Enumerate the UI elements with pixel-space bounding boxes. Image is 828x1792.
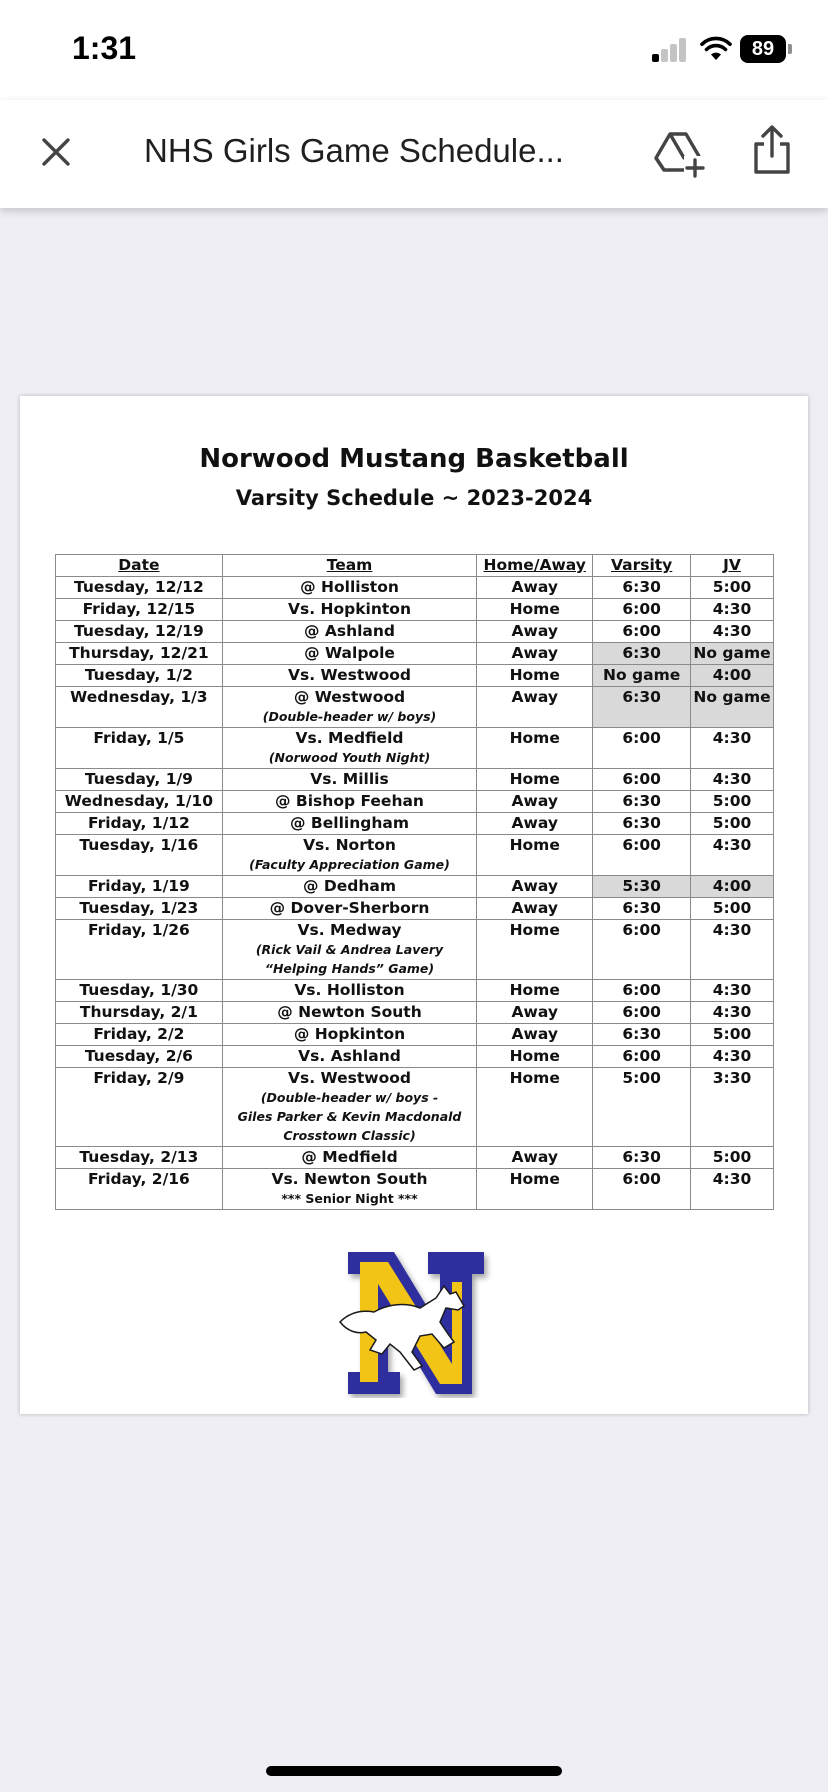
cell-date [56, 791, 223, 813]
cell-date-text: Tuesday, 12/19 [74, 622, 204, 640]
column-header-date: Date [56, 555, 223, 577]
wifi-icon [700, 36, 732, 62]
cell-home-away [477, 1002, 593, 1024]
cell-team-text: @ Newton South [277, 1003, 422, 1021]
cell-team [222, 687, 476, 728]
team-note: Crosstown Classic) [283, 1128, 416, 1143]
team-note: Giles Parker & Kevin Macdonald [237, 1109, 462, 1124]
cell-jv-text: 5:00 [712, 899, 752, 917]
cell-jv [691, 599, 774, 621]
cell-home-away [477, 769, 593, 791]
cell-home-away-text: Away [511, 1148, 558, 1166]
cell-team-text: @ Holliston [300, 578, 399, 596]
cell-team [222, 665, 476, 687]
cell-jv-text: 4:00 [712, 877, 752, 895]
battery-level: 89 [740, 35, 786, 63]
cell-date [56, 1147, 223, 1169]
cell-varsity-text: 6:00 [622, 622, 661, 640]
cell-date-text: Wednesday, 1/3 [70, 688, 208, 706]
cell-jv [691, 621, 774, 643]
table-row [56, 1002, 774, 1024]
cell-date-text: Tuesday, 1/23 [79, 899, 199, 917]
add-to-drive-icon[interactable] [650, 124, 706, 180]
cell-date [56, 980, 223, 1002]
cell-varsity [593, 621, 691, 643]
cell-home-away-text: Home [509, 1069, 560, 1087]
table-row [56, 876, 774, 898]
cellular-signal-icon [652, 38, 688, 62]
cell-team [222, 1068, 476, 1147]
cell-home-away-text: Away [511, 899, 558, 917]
cell-date-text: Friday, 1/5 [93, 729, 185, 747]
cell-jv-text: 4:30 [712, 770, 752, 788]
cell-varsity-text: 5:00 [622, 1069, 661, 1087]
battery-icon [788, 44, 792, 54]
cell-date-text: Tuesday, 1/16 [79, 836, 199, 854]
cell-team [222, 1046, 476, 1068]
cell-varsity [593, 1002, 691, 1024]
column-header-team: Team [222, 555, 476, 577]
table-row [56, 835, 774, 876]
cell-date-text: Friday, 1/26 [87, 921, 190, 939]
cell-varsity [593, 791, 691, 813]
cell-jv-text: 5:00 [712, 1025, 752, 1043]
cell-home-away-text: Home [509, 600, 560, 618]
document-heading: Norwood Mustang Basketball [199, 444, 629, 474]
cell-jv-text: 4:00 [712, 666, 752, 684]
cell-home-away [477, 898, 593, 920]
cell-jv-text: No game [693, 688, 771, 706]
cell-varsity [593, 876, 691, 898]
cell-jv [691, 577, 774, 599]
cell-home-away-text: Away [511, 578, 558, 596]
team-note: (Double-header w/ boys) [262, 709, 437, 724]
cell-varsity-text: 6:00 [622, 600, 661, 618]
cell-date-text: Wednesday, 1/10 [64, 792, 213, 810]
cell-home-away-text: Away [511, 1025, 558, 1043]
cell-home-away [477, 687, 593, 728]
cell-team-text: Vs. Newton South [271, 1170, 428, 1188]
cell-date [56, 665, 223, 687]
cell-home-away [477, 813, 593, 835]
table-header-row [56, 555, 774, 577]
cell-date [56, 577, 223, 599]
cell-home-away [477, 980, 593, 1002]
cell-varsity-text: 6:00 [622, 981, 661, 999]
status-bar [0, 0, 828, 100]
cell-varsity-text: 6:30 [622, 1148, 661, 1166]
cell-date [56, 835, 223, 876]
cell-date-text: Friday, 1/12 [87, 814, 190, 832]
cell-date [56, 876, 223, 898]
cell-date [56, 920, 223, 980]
cell-home-away-text: Home [509, 729, 560, 747]
cell-home-away [477, 1024, 593, 1046]
cell-varsity [593, 665, 691, 687]
cell-varsity-text: 6:30 [622, 792, 661, 810]
cell-home-away-text: Home [509, 981, 560, 999]
cell-team-text: @ Dedham [303, 877, 397, 895]
cell-team-text: Vs. Holliston [294, 981, 405, 999]
cell-home-away [477, 621, 593, 643]
cell-jv-text: 5:00 [712, 792, 752, 810]
cell-team [222, 643, 476, 665]
cell-date [56, 643, 223, 665]
cell-varsity-text: 6:30 [622, 688, 661, 706]
cell-varsity [593, 835, 691, 876]
cell-date-text: Tuesday, 2/13 [79, 1148, 199, 1166]
cell-varsity-text: 6:00 [622, 729, 661, 747]
cell-jv-text: 4:30 [712, 981, 752, 999]
cell-home-away-text: Away [511, 688, 558, 706]
cell-jv-text: 5:00 [712, 814, 752, 832]
cell-team-text: @ Ashland [303, 622, 396, 640]
cell-date-text: Tuesday, 2/6 [84, 1047, 193, 1065]
cell-date-text: Friday, 12/15 [82, 600, 196, 618]
cell-home-away-text: Away [511, 792, 558, 810]
team-note: (Faculty Appreciation Game) [249, 857, 450, 872]
cell-home-away [477, 1046, 593, 1068]
table-row [56, 1169, 774, 1210]
cell-date [56, 1002, 223, 1024]
mustang-logo-icon [336, 1248, 496, 1398]
cell-team-text: @ Bellingham [290, 814, 409, 832]
cell-jv [691, 728, 774, 769]
cell-varsity [593, 1169, 691, 1210]
cell-team [222, 920, 476, 980]
cell-jv-text: 4:30 [712, 729, 752, 747]
cell-home-away-text: Away [511, 814, 558, 832]
team-note: *** Senior Night *** [281, 1191, 418, 1206]
cell-jv-text: 4:30 [712, 622, 752, 640]
cell-jv-text: 5:00 [712, 1148, 752, 1166]
cell-varsity-text: 6:30 [622, 814, 661, 832]
cell-jv [691, 1046, 774, 1068]
cell-home-away [477, 1169, 593, 1210]
cell-home-away [477, 791, 593, 813]
share-icon[interactable] [748, 122, 796, 178]
cell-jv [691, 1147, 774, 1169]
cell-jv [691, 980, 774, 1002]
cell-date [56, 1169, 223, 1210]
cell-home-away [477, 577, 593, 599]
cell-jv [691, 769, 774, 791]
cell-home-away-text: Away [511, 622, 558, 640]
cell-jv-text: 4:30 [712, 921, 752, 939]
table-row [56, 920, 774, 980]
cell-team [222, 599, 476, 621]
cell-home-away-text: Away [511, 877, 558, 895]
document-subheading: Varsity Schedule ~ 2023-2024 [235, 486, 593, 510]
table-row [56, 643, 774, 665]
team-note: (Norwood Youth Night) [268, 750, 431, 765]
cell-home-away-text: Home [509, 921, 560, 939]
table-row [56, 1046, 774, 1068]
cell-jv-text: 4:30 [712, 1170, 752, 1188]
column-header-jv: JV [691, 555, 774, 577]
cell-date-text: Friday, 1/19 [87, 877, 190, 895]
cell-home-away [477, 643, 593, 665]
cell-varsity [593, 980, 691, 1002]
cell-team [222, 577, 476, 599]
table-row [56, 898, 774, 920]
cell-team-text: @ Walpole [304, 644, 395, 662]
cell-team-text: @ Dover-Sherborn [269, 899, 430, 917]
cell-varsity [593, 599, 691, 621]
cell-date [56, 769, 223, 791]
cell-varsity-text: 6:00 [622, 1003, 661, 1021]
cell-date [56, 621, 223, 643]
cell-team [222, 728, 476, 769]
cell-date [56, 1068, 223, 1147]
cell-varsity [593, 898, 691, 920]
cell-varsity [593, 1024, 691, 1046]
cell-jv-text: 4:30 [712, 1003, 752, 1021]
column-header-home-away: Home/Away [477, 555, 593, 577]
cell-varsity-text: No game [603, 666, 681, 684]
cell-varsity-text: 6:00 [622, 1170, 661, 1188]
cell-team [222, 1002, 476, 1024]
cell-jv-text: 4:30 [712, 600, 752, 618]
cell-team-text: Vs. Medfield [295, 729, 404, 747]
cell-varsity [593, 1147, 691, 1169]
cell-varsity-text: 6:00 [622, 836, 661, 854]
table-row [56, 599, 774, 621]
cell-team [222, 769, 476, 791]
table-row [56, 665, 774, 687]
column-header-varsity: Varsity [593, 555, 691, 577]
cell-home-away [477, 599, 593, 621]
table-row [56, 1068, 774, 1147]
cell-date-text: Tuesday, 12/12 [74, 578, 204, 596]
cell-jv [691, 791, 774, 813]
cell-team [222, 621, 476, 643]
cell-home-away [477, 876, 593, 898]
cell-varsity [593, 687, 691, 728]
table-row [56, 769, 774, 791]
schedule-body [56, 577, 774, 1210]
cell-team [222, 835, 476, 876]
cell-varsity-text: 5:30 [622, 877, 661, 895]
table-row [56, 687, 774, 728]
cell-varsity-text: 6:30 [622, 578, 661, 596]
cell-date-text: Tuesday, 1/2 [84, 666, 193, 684]
cell-home-away [477, 1147, 593, 1169]
cell-jv-text: No game [693, 644, 771, 662]
cell-team-text: Vs. Westwood [288, 666, 411, 684]
cell-team-text: Vs. Norton [303, 836, 396, 854]
cell-varsity [593, 813, 691, 835]
cell-jv-text: 4:30 [712, 1047, 752, 1065]
viewer-toolbar [0, 100, 828, 208]
cell-team [222, 876, 476, 898]
team-note: “Helping Hands” Game) [264, 961, 435, 976]
table-row [56, 577, 774, 599]
cell-home-away-text: Home [509, 666, 560, 684]
cell-date-text: Friday, 2/9 [93, 1069, 185, 1087]
document-page [20, 396, 808, 1414]
cell-date-text: Thursday, 12/21 [69, 644, 209, 662]
cell-team [222, 1024, 476, 1046]
table-row [56, 1147, 774, 1169]
cell-date-text: Friday, 2/2 [93, 1025, 185, 1043]
cell-varsity [593, 728, 691, 769]
cell-varsity [593, 1068, 691, 1147]
table-row [56, 791, 774, 813]
cell-jv-text: 4:30 [712, 836, 752, 854]
cell-team-text: @ Medfield [301, 1148, 398, 1166]
cell-varsity [593, 920, 691, 980]
cell-jv-text: 3:30 [712, 1069, 752, 1087]
cell-date-text: Tuesday, 1/9 [84, 770, 193, 788]
cell-varsity [593, 643, 691, 665]
home-indicator[interactable] [266, 1766, 562, 1776]
cell-jv-text: 5:00 [712, 578, 752, 596]
cell-home-away-text: Home [509, 770, 560, 788]
schedule-table [55, 554, 774, 1210]
cell-varsity [593, 1046, 691, 1068]
cell-team-text: Vs. Millis [310, 770, 389, 788]
cell-team-text: Vs. Medway [297, 921, 402, 939]
cell-team [222, 898, 476, 920]
cell-date [56, 898, 223, 920]
cell-jv [691, 643, 774, 665]
cell-team-text: Vs. Ashland [298, 1047, 401, 1065]
cell-varsity-text: 6:00 [622, 770, 661, 788]
cell-jv [691, 898, 774, 920]
cell-team [222, 1169, 476, 1210]
cell-home-away-text: Home [509, 1047, 560, 1065]
cell-home-away-text: Away [511, 1003, 558, 1021]
cell-home-away [477, 920, 593, 980]
document-title: NHS Girls Game Schedule... [144, 132, 564, 169]
cell-jv [691, 1002, 774, 1024]
cell-date-text: Friday, 2/16 [87, 1170, 190, 1188]
cell-jv [691, 1024, 774, 1046]
table-row [56, 813, 774, 835]
table-row [56, 1024, 774, 1046]
cell-jv [691, 1169, 774, 1210]
cell-team-text: @ Hopkinton [293, 1025, 406, 1043]
cell-jv [691, 687, 774, 728]
cell-date-text: Tuesday, 1/30 [79, 981, 199, 999]
cell-jv [691, 665, 774, 687]
cell-team [222, 1147, 476, 1169]
cell-team [222, 791, 476, 813]
cell-jv [691, 920, 774, 980]
cell-home-away-text: Home [509, 836, 560, 854]
cell-home-away-text: Away [511, 644, 558, 662]
cell-team-text: @ Westwood [293, 688, 406, 706]
cell-date [56, 599, 223, 621]
team-note: (Double-header w/ boys - [260, 1090, 439, 1105]
cell-date-text: Thursday, 2/1 [79, 1003, 198, 1021]
cell-home-away [477, 835, 593, 876]
cell-varsity-text: 6:30 [622, 644, 661, 662]
cell-jv [691, 813, 774, 835]
status-time: 1:31 [72, 30, 137, 66]
cell-home-away-text: Home [509, 1170, 560, 1188]
cell-varsity-text: 6:00 [622, 1047, 661, 1065]
cell-date [56, 813, 223, 835]
cell-date [56, 1024, 223, 1046]
cell-varsity [593, 577, 691, 599]
cell-date [56, 687, 223, 728]
cell-varsity-text: 6:30 [622, 1025, 661, 1043]
cell-team-text: Vs. Westwood [288, 1069, 411, 1087]
cell-varsity-text: 6:00 [622, 921, 661, 939]
cell-home-away [477, 665, 593, 687]
cell-varsity [593, 769, 691, 791]
cell-jv [691, 1068, 774, 1147]
cell-jv [691, 876, 774, 898]
table-row [56, 980, 774, 1002]
table-row [56, 728, 774, 769]
cell-jv [691, 835, 774, 876]
cell-date [56, 1046, 223, 1068]
cell-varsity-text: 6:30 [622, 899, 661, 917]
cell-team [222, 980, 476, 1002]
cell-team [222, 813, 476, 835]
cell-home-away [477, 1068, 593, 1147]
cell-team-text: @ Bishop Feehan [275, 792, 424, 810]
cell-team-text: Vs. Hopkinton [288, 600, 411, 618]
close-icon[interactable] [32, 128, 80, 176]
cell-date [56, 728, 223, 769]
table-row [56, 621, 774, 643]
cell-home-away [477, 728, 593, 769]
team-note: (Rick Vail & Andrea Lavery [255, 942, 444, 957]
